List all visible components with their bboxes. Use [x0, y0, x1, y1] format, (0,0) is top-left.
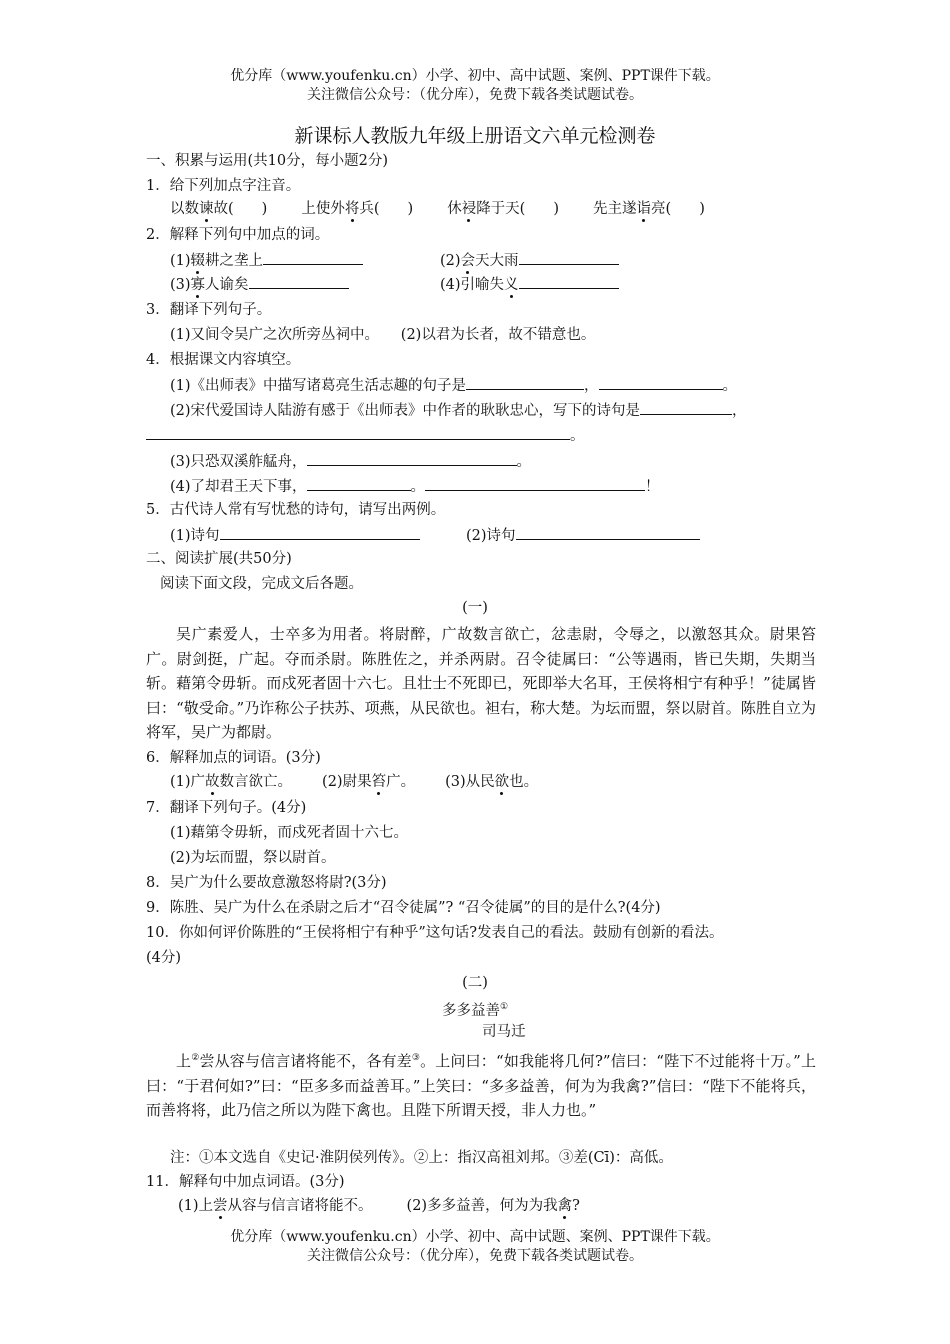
dotted-char: 禽 — [557, 1198, 573, 1214]
header-line-1: 优分库（www.youfenku.cn）小学、初中、高中试题、案例、PPT课件下载。 — [230, 68, 720, 84]
answer-blank[interactable] — [519, 273, 619, 289]
q1-items: 以数谏故( ) 上使外将兵( ) 休祲降于天( ) 先主遂诣亮( ) — [170, 201, 705, 217]
q5-item-2: (2)诗句 — [466, 524, 816, 546]
q4-item-3: (3)只恐双溪舴艋舟， 。 — [170, 450, 816, 472]
answer-blank[interactable] — [599, 374, 723, 390]
reading-instruction: 阅读下面文段，完成文后各题。 — [160, 576, 363, 592]
q7-item-1: (1)藉第令毋斩，而戍死者固十六七。 — [170, 825, 409, 841]
dotted-char: 寡 — [190, 277, 206, 293]
passage-1-text: 吴广素爱人，士卒多为用者。将尉醉，广故数言欲亡，忿恚尉，令辱之，以激怒其众。尉果笞广。尉剑挺，广起。夺而杀尉。陈胜佐之，并杀两尉。召令徒属曰：“公等遇雨，皆已失期，失期当斩。藉第令毋斩。而戍死者固十六七。且壮士不死即已，死即举大名耳，王侯将相宁有种乎！”徒属皆曰：“敬受命。”乃诈称公子扶苏、项燕，从民欲也。袒右，称大楚。为坛而盟，祭以尉首。陈胜自立为将军，吴广为都尉。 — [146, 625, 816, 741]
page-title: 新课标人教版九年级上册语文六单元检测卷 — [294, 125, 656, 147]
q2-row-2b: (4)引喻失义 — [440, 273, 816, 295]
answer-blank[interactable] — [640, 399, 732, 415]
answer-blank[interactable] — [220, 524, 420, 540]
header-line-2: 关注微信公众号：（优分库），免费下载各类试题试卷。 — [307, 87, 643, 103]
q6-stem: 6．解释加点的词语。(3分) — [146, 750, 321, 766]
q6-items: (1)广故数言欲亡。 (2)尉果笞广。 (3)从民欲也。 — [170, 774, 539, 790]
answer-blank[interactable] — [466, 374, 584, 390]
q10-score: (4分) — [146, 950, 182, 966]
passage-2-title: 多多益善① — [441, 1002, 509, 1019]
answer-blank[interactable] — [249, 273, 349, 289]
q4-item-4: (4)了却君王天下事， 。 ！ — [170, 475, 816, 497]
passage-2-note: 注：①本文选自《史记·淮阴侯列传》。②上：指汉高祖刘邦。③差(Cī)：高低。 — [170, 1150, 673, 1166]
q5-stem: 5．古代诗人常有写忧愁的诗句，请写出两例。 — [146, 502, 446, 518]
dotted-char: 谏 — [199, 201, 214, 217]
answer-blank[interactable] — [307, 475, 411, 491]
dotted-char: 辍 — [190, 253, 206, 269]
dotted-char: 欲 — [494, 774, 510, 790]
q4-item-2: (2)宋代爱国诗人陆游有感于《出师表》中作者的耿耿忠心，写下的诗句是 ， — [170, 399, 816, 421]
q4-item-2-cont: 。 — [146, 424, 816, 446]
q7-item-2: (2)为坛而盟，祭以尉首。 — [170, 850, 336, 866]
dotted-char: 诣 — [636, 201, 652, 217]
answer-blank[interactable] — [519, 249, 619, 265]
q11-stem: 11．解释句中加点词语。(3分) — [146, 1174, 345, 1190]
dotted-char: 会 — [460, 253, 476, 269]
q9: 9．陈胜、吴广为什么在杀尉之后才“召令徒属”? “召令徒属”的目的是什么?(4分) — [146, 900, 661, 916]
q7-stem: 7．翻译下列句子。(4分) — [146, 800, 307, 816]
passage-2-text: 上②尝从容与信言诸将能不，各有差③。上问曰：“如我能将几何?”信曰：“陛下不过能将十万。”上曰：“于君何如?”曰：“臣多多而益善耳。”上笑曰：“多多益善，何为为我禽?”信曰：“陛下不能将兵，而善将将，此乃信之所以为陛下禽也。且陛下所谓天授，非人力也。” — [146, 1052, 816, 1119]
q2-stem: 2．解释下列句中加点的词。 — [146, 227, 330, 243]
q8: 8．吴广为什么要故意激怒将尉?(3分) — [146, 875, 387, 891]
q10: 10．你如何评价陈胜的“王侯将相宁有种乎”这句话?发表自己的看法。鼓励有创新的看法。 — [146, 925, 724, 941]
passage-2-label: (二) — [462, 975, 488, 991]
q11-items: (1)上尝从容与信言诸将能不。 (2)多多益善，何为为我禽? — [178, 1198, 580, 1214]
section-2-heading: 二、阅读扩展(共50分) — [146, 551, 292, 567]
q4-stem: 4．根据课文内容填空。 — [146, 352, 301, 368]
passage-1-label: (一) — [462, 600, 488, 616]
q1-stem: 1．给下列加点字注音。 — [146, 178, 301, 194]
answer-blank[interactable] — [263, 249, 363, 265]
answer-blank[interactable] — [425, 475, 645, 491]
q2-row-1b: (2)会天大雨 — [440, 249, 816, 271]
footer-line-1: 优分库（www.youfenku.cn）小学、初中、高中试题、案例、PPT课件下载。 — [230, 1229, 720, 1245]
passage-2-author: 司马迁 — [482, 1024, 526, 1040]
q2-row-1: (1)辍耕之垄上 — [170, 249, 816, 271]
q5-item-1: (1)诗句 — [170, 524, 816, 546]
dotted-char: 义 — [504, 277, 519, 293]
q3-stem: 3．翻译下列句子。 — [146, 302, 272, 318]
q2-row-2: (3)寡人谕矣 — [170, 273, 816, 295]
dotted-char: 尝 — [213, 1198, 228, 1214]
dotted-char: 故 — [205, 774, 220, 790]
dotted-char: 将 — [344, 201, 360, 217]
q3-items: (1)又间令吴广之次所旁丛祠中。 (2)以君为长者，故不错意也。 — [170, 327, 596, 343]
answer-blank[interactable] — [307, 450, 517, 466]
section-1-heading: 一、积累与运用(共10分，每小题2分) — [146, 153, 388, 169]
footer-line-2: 关注微信公众号：（优分库），免费下载各类试题试卷。 — [307, 1248, 643, 1264]
answer-blank[interactable] — [146, 424, 570, 440]
q4-item-1: (1)《出师表》中描写诸葛亮生活志趣的句子是 ， 。 — [170, 374, 816, 396]
dotted-char: 笞 — [371, 774, 387, 790]
dotted-char: 祲 — [461, 201, 477, 217]
answer-blank[interactable] — [516, 524, 700, 540]
